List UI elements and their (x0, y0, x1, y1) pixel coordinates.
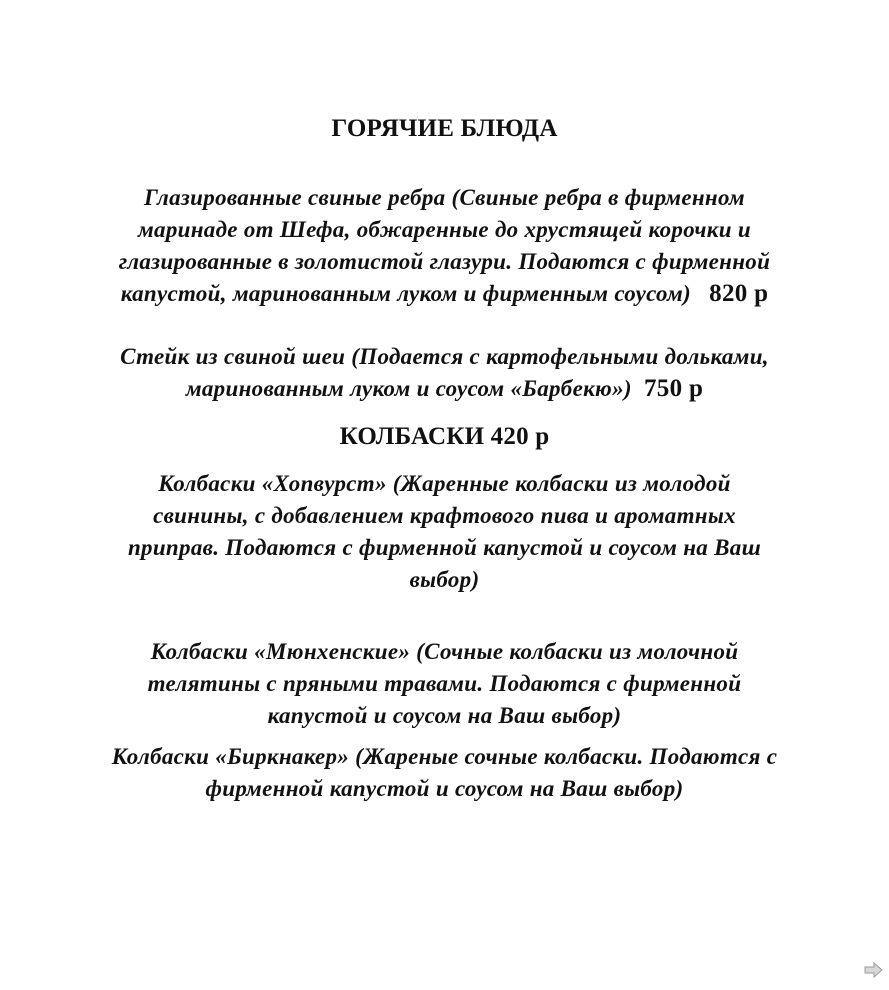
item-description-line: Колбаски «Биркнакер» (Жареные сочные колбаски. Подаются с (111, 744, 778, 769)
item-description-line: капустой и соусом на Ваш выбор) (267, 703, 622, 728)
item-description-line: маринаде от Шефа, обжаренные до хрустящей корочки и (137, 217, 751, 242)
item-description-text: капустой, маринованным луком и фирменным соусом) (120, 281, 691, 306)
item-description-line: приправ. Подаются с фирменной капустой и соусом на Ваш (127, 535, 762, 560)
item-description-line (40, 373, 849, 405)
menu-item-hopwurst (40, 468, 849, 596)
item-description-line: выбор) (409, 567, 480, 592)
item-description-line: Колбаски «Хопвурст» (Жаренные колбаски из молодой (158, 471, 731, 496)
menu-item-birknaker (30, 741, 859, 805)
item-description-line: телятины с пряными травами. Подаются с фирменной (147, 671, 742, 696)
item-price: 750 р (644, 375, 704, 402)
arrow-right-icon[interactable] (864, 962, 884, 978)
item-description-line: Колбаски «Мюнхенские» (Сочные колбаски из молочной (150, 639, 739, 664)
item-price: 820 р (709, 280, 769, 307)
item-description-line: Глазированные свиные ребра (Свиные ребра в фирменном (144, 185, 745, 210)
menu-item-glazed-ribs (40, 182, 849, 310)
sausages-heading: КОЛБАСКИ 420 р (339, 423, 550, 450)
menu-item-munich (40, 636, 849, 732)
item-description-line: свинины, с добавлением крафтового пива и ароматных (153, 503, 736, 528)
hot-dishes-heading: ГОРЯЧИЕ БЛЮДА (331, 115, 558, 142)
item-description-line: Стейк из свиной шеи (Подается с картофельными дольками, (120, 344, 769, 369)
item-description-line (40, 278, 849, 310)
menu-item-pork-neck-steak (40, 341, 849, 405)
item-description-line: фирменной капустой и соусом на Ваш выбор) (205, 776, 684, 801)
item-description-text: маринованным луком и соусом «Барбекю») (185, 376, 632, 401)
item-description-line: глазированные в золотистой глазури. Подаются с фирменной (118, 249, 771, 274)
